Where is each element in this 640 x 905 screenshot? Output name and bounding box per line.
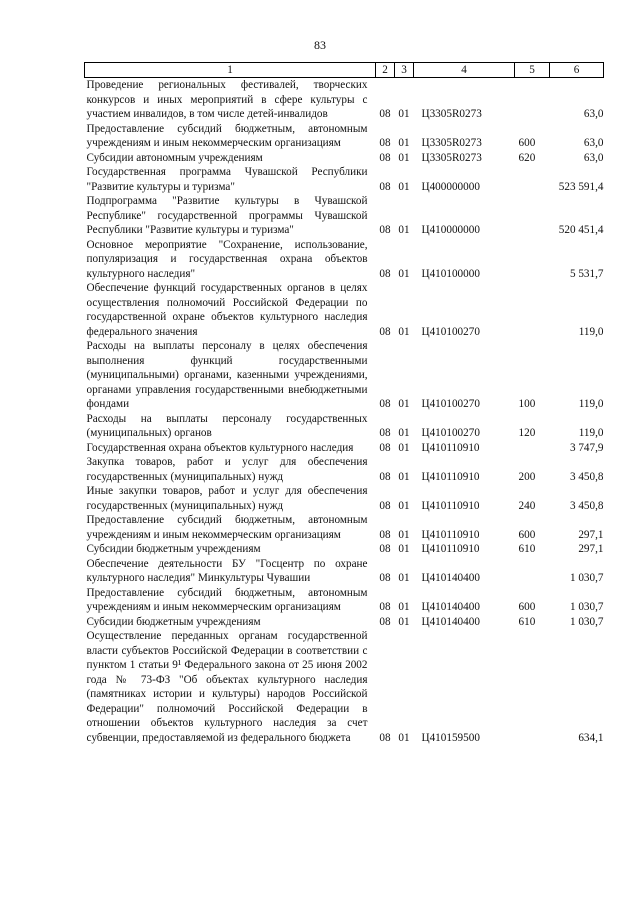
subsection-code: 01 bbox=[398, 731, 410, 744]
table-row bbox=[85, 165, 604, 194]
subsection-code: 01 bbox=[398, 470, 410, 483]
subsection-code: 01 bbox=[398, 427, 410, 439]
amount: 1 030,7 bbox=[569, 615, 604, 628]
table-body bbox=[85, 78, 604, 746]
section-code: 08 bbox=[379, 180, 391, 193]
row-name: Предоставление субсидий бюджетным, автономным учреждениям и иным некоммерческим организациям bbox=[86, 122, 368, 149]
column-number-3: 3 bbox=[395, 63, 414, 78]
row-name: Предоставление субсидий бюджетным, автономным учреждениям и иным некоммерческим организациям bbox=[86, 514, 368, 541]
target-article-code: Ц3305R0273 bbox=[421, 151, 482, 164]
target-article-code: Ц410110910 bbox=[421, 441, 480, 454]
table-row bbox=[85, 194, 604, 238]
row-name: Подпрограмма "Развитие культуры в Чувашской Республике" государственной программы Чувашской Республики "Развитие культуры и туризма" bbox=[86, 195, 368, 236]
target-article-code: Ц410110910 bbox=[421, 470, 480, 483]
table-row bbox=[85, 151, 604, 166]
table-row bbox=[85, 339, 604, 412]
expense-type-code: 200 bbox=[518, 470, 536, 483]
row-name: Субсидии бюджетным учреждениям bbox=[86, 615, 261, 628]
page-number: 83 bbox=[314, 38, 326, 52]
expense-type-code: 600 bbox=[518, 528, 536, 541]
amount: 3 450,8 bbox=[569, 499, 604, 512]
table-row bbox=[85, 78, 604, 122]
row-name: Обеспечение деятельности БУ "Госцентр по охране культурного наследия" Минкультуры Чувашии bbox=[86, 557, 368, 584]
amount: 63,0 bbox=[583, 108, 604, 120]
section-code: 08 bbox=[379, 615, 391, 628]
expense-type-code: 610 bbox=[518, 543, 536, 555]
section-code: 08 bbox=[379, 427, 391, 439]
target-article-code: Ц410000000 bbox=[421, 224, 480, 236]
row-name: Обеспечение функций государственных органов в целях осуществления полномочий Российской Федерации по государственной охране объектов культурного наследия федерального значения bbox=[86, 282, 368, 338]
subsection-code: 01 bbox=[398, 543, 410, 555]
target-article-code: Ц3305R0273 bbox=[421, 137, 482, 149]
row-name: Основное мероприятие "Сохранение, использование, популяризация и государственная охрана объектов культурного наследия" bbox=[86, 238, 368, 280]
target-article-code: Ц410100000 bbox=[421, 267, 480, 280]
amount: 63,0 bbox=[583, 151, 604, 164]
target-article-code: Ц410110910 bbox=[421, 499, 480, 512]
expense-type-code bbox=[515, 441, 550, 456]
expense-type-code bbox=[515, 557, 550, 586]
amount: 1 030,7 bbox=[569, 572, 604, 584]
target-article-code: Ц410110910 bbox=[421, 543, 480, 555]
target-article-code: Ц410140400 bbox=[421, 601, 480, 613]
row-name: Предоставление субсидий бюджетным, автономным учреждениям и иным некоммерческим организациям bbox=[86, 586, 368, 613]
expense-type-code bbox=[515, 238, 550, 282]
amount: 3 747,9 bbox=[569, 441, 604, 454]
expense-type-code: 240 bbox=[518, 499, 536, 512]
table-row bbox=[85, 586, 604, 615]
expense-type-code bbox=[515, 281, 550, 339]
section-code: 08 bbox=[379, 499, 391, 512]
row-name: Расходы на выплаты персоналу в целях обеспечения выполнения функций государственными (муниципальными) органами, казенными учреждениями, органами управления государственными внебюджетными фондами bbox=[86, 340, 368, 410]
subsection-code: 01 bbox=[398, 224, 410, 236]
subsection-code: 01 bbox=[398, 601, 410, 613]
target-article-code: Ц410159500 bbox=[421, 731, 480, 744]
table-row bbox=[85, 238, 604, 282]
row-name: Государственная программа Чувашской Республики "Развитие культуры и туризма" bbox=[86, 166, 368, 193]
table-row bbox=[85, 513, 604, 542]
subsection-code: 01 bbox=[398, 441, 410, 454]
section-code: 08 bbox=[379, 108, 391, 120]
target-article-code: Ц410140400 bbox=[421, 572, 480, 584]
amount: 119,0 bbox=[578, 398, 604, 410]
target-article-code: Ц410100270 bbox=[421, 427, 480, 439]
expense-type-code: 600 bbox=[518, 601, 536, 613]
subsection-code: 01 bbox=[398, 572, 410, 584]
subsection-code: 01 bbox=[398, 267, 410, 280]
amount: 63,0 bbox=[583, 137, 604, 149]
amount: 119,0 bbox=[578, 427, 604, 439]
expense-type-code: 120 bbox=[518, 427, 536, 439]
table-row bbox=[85, 122, 604, 151]
expense-type-code bbox=[515, 78, 550, 122]
section-code: 08 bbox=[379, 470, 391, 483]
section-code: 08 bbox=[379, 441, 391, 454]
section-code: 08 bbox=[379, 224, 391, 236]
section-code: 08 bbox=[379, 137, 391, 149]
row-name: Закупка товаров, работ и услуг для обеспечения государственных (муниципальных) нужд bbox=[86, 456, 368, 483]
section-code: 08 bbox=[379, 731, 391, 744]
target-article-code: Ц3305R0273 bbox=[421, 108, 482, 120]
section-code: 08 bbox=[379, 543, 391, 555]
subsection-code: 01 bbox=[398, 499, 410, 512]
subsection-code: 01 bbox=[398, 398, 410, 410]
expense-type-code bbox=[515, 165, 550, 194]
row-name: Проведение региональных фестивалей, творческих конкурсов и иных мероприятий в сфере культуры с участием инвалидов, в том числе детей-инвалидов bbox=[86, 79, 368, 120]
subsection-code: 01 bbox=[398, 528, 410, 541]
amount: 297,1 bbox=[578, 543, 604, 555]
column-number-5: 5 bbox=[515, 63, 550, 78]
target-article-code: Ц400000000 bbox=[421, 180, 480, 193]
table-row bbox=[85, 455, 604, 484]
section-code: 08 bbox=[379, 151, 391, 164]
row-name: Расходы на выплаты персоналу государственных (муниципальных) органов bbox=[86, 412, 368, 439]
row-name: Иные закупки товаров, работ и услуг для обеспечения государственных (муниципальных) нужд bbox=[86, 485, 368, 512]
section-code: 08 bbox=[379, 572, 391, 584]
section-code: 08 bbox=[379, 398, 391, 410]
target-article-code: Ц410140400 bbox=[421, 615, 480, 628]
section-code: 08 bbox=[379, 528, 391, 541]
expense-type-code bbox=[515, 629, 550, 745]
amount: 634,1 bbox=[578, 731, 604, 744]
row-name: Государственная охрана объектов культурного наследия bbox=[86, 441, 354, 454]
column-number-6: 6 bbox=[550, 63, 604, 78]
table-row bbox=[85, 629, 604, 745]
column-number-4: 4 bbox=[414, 63, 515, 78]
table-row bbox=[85, 281, 604, 339]
section-code: 08 bbox=[379, 601, 391, 613]
section-code: 08 bbox=[379, 325, 391, 338]
table-row bbox=[85, 557, 604, 586]
table-header bbox=[85, 63, 604, 78]
subsection-code: 01 bbox=[398, 137, 410, 149]
target-article-code: Ц410100270 bbox=[421, 398, 480, 410]
row-name: Субсидии бюджетным учреждениям bbox=[86, 543, 261, 555]
budget-table bbox=[84, 62, 604, 745]
amount: 520 451,4 bbox=[558, 224, 604, 236]
subsection-code: 01 bbox=[398, 325, 410, 338]
table-row bbox=[85, 484, 604, 513]
expense-type-code: 600 bbox=[518, 137, 536, 149]
column-number-2: 2 bbox=[376, 63, 395, 78]
amount: 3 450,8 bbox=[569, 470, 604, 483]
amount: 119,0 bbox=[578, 325, 604, 338]
table-row bbox=[85, 412, 604, 441]
subsection-code: 01 bbox=[398, 615, 410, 628]
row-name: Субсидии автономным учреждениям bbox=[86, 151, 263, 164]
amount: 5 531,7 bbox=[569, 267, 604, 280]
target-article-code: Ц410110910 bbox=[421, 528, 480, 541]
expense-type-code: 620 bbox=[518, 151, 536, 164]
table-row bbox=[85, 542, 604, 557]
table-row bbox=[85, 441, 604, 456]
amount: 523 591,4 bbox=[558, 180, 604, 193]
row-name: Осуществление переданных органам государственной власти субъектов Российской Федерации в соответствии с пунктом 1 статьи 9¹ Федерального закона от 25 июня 2002 года № 73-ФЗ "Об объектах культурного наследия (памятниках истории и культуры) народов Российской Федерации" полномочий Российской Федерации в отношении объектов культурного наследия за счет субвенции, предоставляемой из федерального бюджета bbox=[86, 630, 368, 744]
header-row bbox=[85, 63, 604, 78]
subsection-code: 01 bbox=[398, 180, 410, 193]
amount: 297,1 bbox=[578, 528, 604, 541]
subsection-code: 01 bbox=[398, 151, 410, 164]
expense-type-code: 100 bbox=[518, 398, 536, 410]
expense-type-code: 610 bbox=[518, 615, 536, 628]
table-row bbox=[85, 615, 604, 630]
section-code: 08 bbox=[379, 267, 391, 280]
subsection-code: 01 bbox=[398, 108, 410, 120]
amount: 1 030,7 bbox=[569, 601, 604, 613]
column-number-1: 1 bbox=[85, 63, 376, 78]
expense-type-code bbox=[515, 194, 550, 238]
target-article-code: Ц410100270 bbox=[421, 325, 480, 338]
